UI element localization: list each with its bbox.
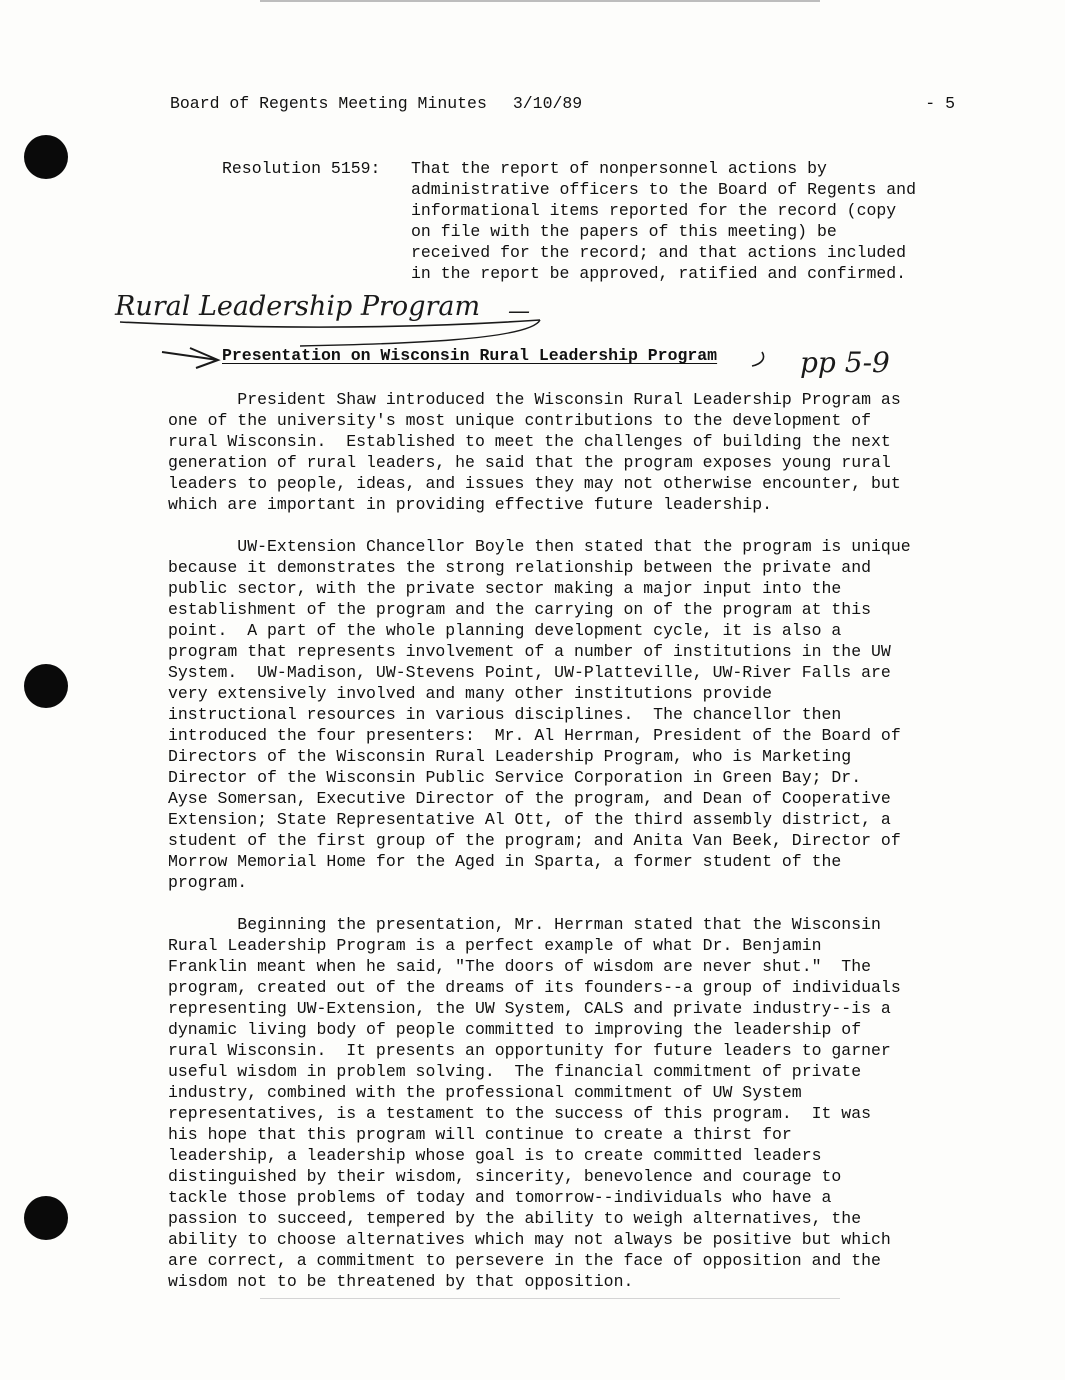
resolution-line: on file with the papers of this meeting) be <box>411 222 837 241</box>
paragraph-line: UW-Extension Chancellor Boyle then stated that the program is unique <box>168 537 911 556</box>
handwritten-connector <box>300 320 540 346</box>
paragraph-line: President Shaw introduced the Wisconsin Rural Leadership Program as <box>168 390 901 409</box>
paragraph-line: point. A part of the whole planning development cycle, it is also a <box>168 621 842 640</box>
handwritten-page-ref: pp 5-9 <box>800 346 890 379</box>
paragraph-line: Franklin meant when he said, "The doors of wisdom are never shut." The <box>168 957 872 976</box>
handwritten-dash: — <box>508 299 530 324</box>
punch-hole <box>24 1196 68 1240</box>
handwritten-title: Rural Leadership Program <box>115 291 481 322</box>
paragraph-line: dynamic living body of people committed to improving the leadership of <box>168 1020 862 1039</box>
paragraph-line: leaders to people, ideas, and issues they may not otherwise encounter, but <box>168 474 901 493</box>
paragraph-line: one of the university's most unique contributions to the development of <box>168 411 872 430</box>
paragraph <box>168 536 958 893</box>
paragraph-line: Extension; State Representative Al Ott, of the third assembly district, a <box>168 810 891 829</box>
paragraph-line: System. UW-Madison, UW-Stevens Point, UW-Platteville, UW-River Falls are <box>168 663 891 682</box>
paragraph-line: establishment of the program and the carrying on of the program at this <box>168 600 872 619</box>
paragraph-line: generation of rural leaders, he said that the program exposes young rural <box>168 453 891 472</box>
paragraph-line: Rural Leadership Program is a perfect example of what Dr. Benjamin <box>168 936 822 955</box>
paragraph-line: tackle those problems of today and tomorrow--individuals who have a <box>168 1188 832 1207</box>
page-header <box>170 94 955 113</box>
resolution-line: received for the record; and that actions included <box>411 243 907 262</box>
paragraph-line: instructional resources in various disciplines. The chancellor then <box>168 705 842 724</box>
paragraph-line: ability to choose alternatives which may not always be positive but which <box>168 1230 891 1249</box>
punch-hole <box>24 664 68 708</box>
paragraph-line: Ayse Somersan, Executive Director of the program, and Dean of Cooperative <box>168 789 891 808</box>
paragraph-line: are correct, a commitment to persevere in the face of opposition and the <box>168 1251 881 1270</box>
top-edge-line <box>260 0 820 2</box>
document-title: Board of Regents Meeting Minutes <box>170 94 487 113</box>
bottom-edge-line <box>260 1298 840 1299</box>
resolution-label: Resolution 5159: <box>222 159 381 178</box>
paragraph <box>168 914 958 1292</box>
paragraph-line: representing UW-Extension, the UW System, CALS and private industry--is a <box>168 999 891 1018</box>
paragraph-line: Morrow Memorial Home for the Aged in Sparta, a former student of the <box>168 852 842 871</box>
punch-hole <box>24 135 68 179</box>
paragraph-line: Director of the Wisconsin Public Service Corporation in Green Bay; Dr. <box>168 768 862 787</box>
paragraph-line: industry, combined with the professional commitment of UW System <box>168 1083 802 1102</box>
paragraph-line: Beginning the presentation, Mr. Herrman stated that the Wisconsin <box>168 915 881 934</box>
resolution-line: in the report be approved, ratified and confirmed. <box>411 264 907 283</box>
paragraph-line: public sector, with the private sector making a major input into the <box>168 579 842 598</box>
resolution-text <box>411 158 951 284</box>
paragraph-line: which are important in providing effective future leadership. <box>168 495 772 514</box>
paragraph-line: student of the first group of the program; and Anita Van Beek, Director of <box>168 831 901 850</box>
paragraph-line: program that represents involvement of a number of institutions in the UW <box>168 642 891 661</box>
resolution-line: administrative officers to the Board of Regents and <box>411 180 916 199</box>
paragraph-line: wisdom not to be threatened by that opposition. <box>168 1272 634 1291</box>
resolution-line: informational items reported for the record (copy <box>411 201 897 220</box>
paragraph-line: leadership, a leadership whose goal is to create committed leaders <box>168 1146 822 1165</box>
paragraph-line: rural Wisconsin. It presents an opportunity for future leaders to garner <box>168 1041 891 1060</box>
paragraph-line: very extensively involved and many other institutions provide <box>168 684 772 703</box>
meeting-date: 3/10/89 <box>512 94 583 113</box>
paragraph-line: rural Wisconsin. Established to meet the challenges of building the next <box>168 432 891 451</box>
paragraph-line: Directors of the Wisconsin Rural Leadership Program, who is Marketing <box>168 747 852 766</box>
paragraph <box>168 389 958 515</box>
paragraph-line: introduced the four presenters: Mr. Al Herrman, President of the Board of <box>168 726 901 745</box>
paragraph-line: program. <box>168 873 248 892</box>
paragraph-line: program, created out of the dreams of its founders--a group of individuals <box>168 978 901 997</box>
paragraph-line: useful wisdom in problem solving. The financial commitment of private <box>168 1062 862 1081</box>
paragraph-line: his hope that this program will continue to create a thirst for <box>168 1125 792 1144</box>
section-heading: Presentation on Wisconsin Rural Leadership Program <box>222 346 718 365</box>
page-number: - 5 <box>925 94 955 113</box>
handwritten-annotation <box>0 280 1065 390</box>
paragraph-line: distinguished by their wisdom, sincerity, benevolence and courage to <box>168 1167 842 1186</box>
paragraph-line: because it demonstrates the strong relationship between the private and <box>168 558 872 577</box>
arrow-icon <box>162 348 218 368</box>
resolution-line: That the report of nonpersonnel actions by <box>411 159 827 178</box>
paragraph-line: passion to succeed, tempered by the ability to weigh alternatives, the <box>168 1209 862 1228</box>
paragraph-line: representatives, is a testament to the success of this program. It was <box>168 1104 872 1123</box>
handwritten-bracket <box>752 352 764 366</box>
